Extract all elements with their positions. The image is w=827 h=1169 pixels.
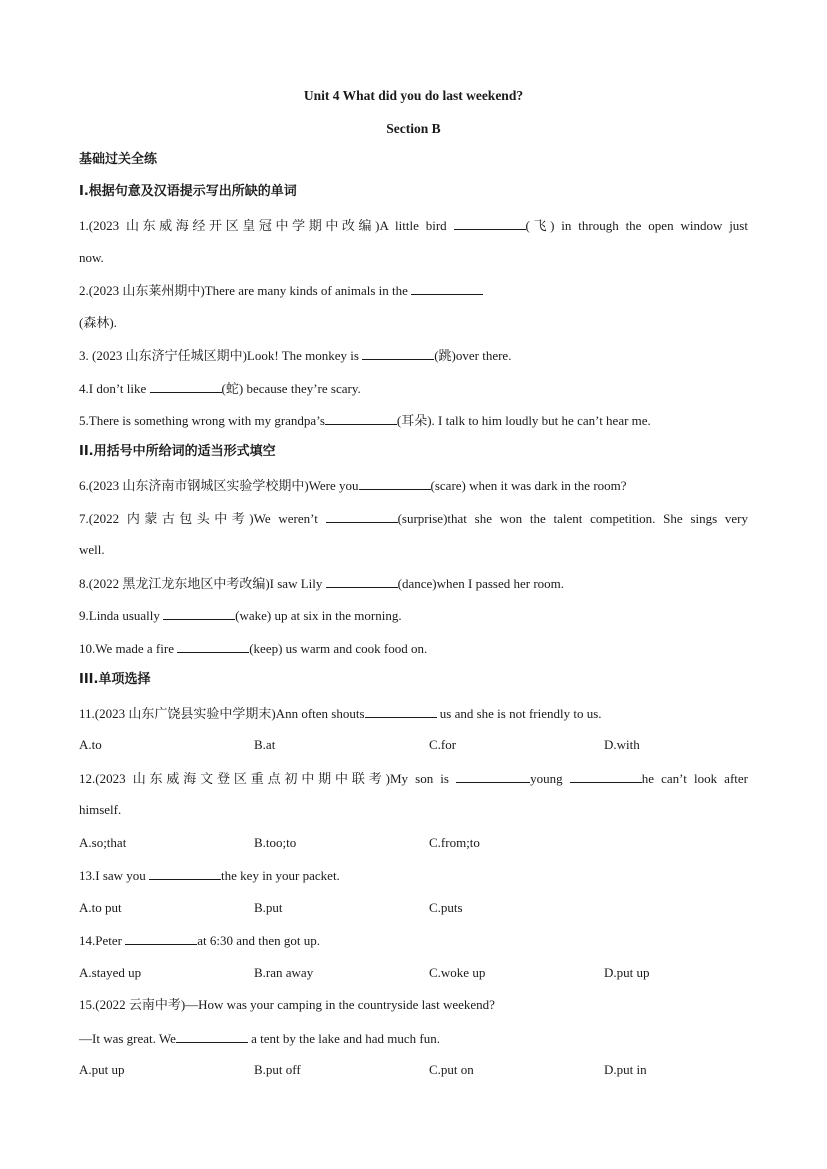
q9-text-a: 9.Linda usually: [79, 608, 164, 623]
q1-continuation: now.: [79, 250, 104, 265]
q10-text-a: 10.We made a fire: [79, 641, 178, 656]
question-3: [79, 347, 748, 364]
q3-text-b: (跳)over there.: [434, 348, 512, 363]
main-heading: 基础过关全练: [79, 152, 158, 167]
q3-blank[interactable]: [362, 347, 434, 360]
unit-title: Unit 4 What did you do last weekend?: [303, 88, 524, 103]
question-14: [79, 932, 748, 949]
q1-text-a: 1.(2023 山东威海经开区皇冠中学期中改编)A little bird: [79, 218, 454, 233]
q3-text-a: 3. (2023 山东济宁任城区期中)Look! The monkey is: [79, 348, 363, 363]
q8-text-b: (dance)when I passed her room.: [397, 576, 565, 591]
question-11: [79, 705, 748, 722]
q11-blank[interactable]: [365, 705, 437, 718]
q13-blank[interactable]: [149, 867, 221, 880]
q13-text-b: the key in your packet.: [221, 868, 340, 883]
question-15: 15.(2022 云南中考)—How was your camping in the countryside last weekend?: [79, 997, 495, 1012]
q12-option-b[interactable]: B.too;to: [254, 835, 297, 850]
question-6: [79, 477, 748, 494]
q7-text-b: (surprise)that she won the talent competition. She sings very: [397, 511, 748, 526]
q11-option-c[interactable]: C.for: [429, 737, 457, 752]
q15-option-a[interactable]: A.put up: [79, 1062, 125, 1077]
q15-option-d[interactable]: D.put in: [604, 1062, 647, 1077]
q10-blank[interactable]: [177, 640, 249, 653]
part3-heading: III.单项选择: [79, 672, 151, 687]
q4-text-a: 4.I don’t like: [79, 381, 150, 396]
question-5: [79, 412, 748, 429]
q2-blank[interactable]: [411, 282, 483, 295]
question-8: [79, 575, 748, 592]
q14-option-c[interactable]: C.woke up: [429, 965, 486, 980]
q11-option-d[interactable]: D.with: [604, 737, 640, 752]
question-1: [79, 217, 748, 234]
q14-text-a: 14.Peter: [79, 933, 126, 948]
question-7: [79, 510, 748, 527]
q11-text-a: 11.(2023 山东广饶县实验中学期末)Ann often shouts: [79, 706, 365, 721]
q1-text-b: (飞) in through the open window just: [525, 218, 748, 233]
q7-text-a: 7.(2022 内蒙古包头中考)We weren’t: [79, 511, 326, 526]
q1-blank[interactable]: [454, 217, 526, 230]
q5-text-a: 5.There is something wrong with my grandpa’s: [79, 413, 325, 428]
q15-option-c[interactable]: C.put on: [429, 1062, 474, 1077]
section-title: Section B: [386, 121, 441, 136]
q12-continuation: himself.: [79, 802, 122, 817]
q5-blank[interactable]: [325, 412, 397, 425]
q2-text-a: 2.(2023 山东莱州期中)There are many kinds of animals in the: [79, 283, 412, 298]
q15-text-b2: a tent by the lake and had much fun.: [247, 1031, 440, 1046]
q15-blank[interactable]: [176, 1030, 248, 1043]
q14-option-a[interactable]: A.stayed up: [79, 965, 142, 980]
q2-continuation: (森林).: [79, 315, 117, 330]
q4-blank[interactable]: [150, 380, 222, 393]
q6-text-b: (scare) when it was dark in the room?: [430, 478, 627, 493]
q13-option-b[interactable]: B.put: [254, 900, 283, 915]
q11-option-b[interactable]: B.at: [254, 737, 276, 752]
q13-option-c[interactable]: C.puts: [429, 900, 463, 915]
q9-blank[interactable]: [163, 607, 235, 620]
q11-option-a[interactable]: A.to: [79, 737, 102, 752]
q14-option-d[interactable]: D.put up: [604, 965, 650, 980]
q14-blank[interactable]: [125, 932, 197, 945]
q12-text-b: young: [530, 771, 570, 786]
part1-heading: I.根据句意及汉语提示写出所缺的单词: [79, 184, 297, 199]
q7-blank[interactable]: [326, 510, 398, 523]
q12-blank-2[interactable]: [570, 770, 642, 783]
q12-text-b2: he can’t look after: [641, 771, 748, 786]
q10-text-b: (keep) us warm and cook food on.: [249, 641, 428, 656]
q15-option-b[interactable]: B.put off: [254, 1062, 301, 1077]
q12-option-c[interactable]: C.from;to: [429, 835, 480, 850]
question-9: [79, 607, 748, 624]
q12-blank-1[interactable]: [456, 770, 530, 783]
q14-option-b[interactable]: B.ran away: [254, 965, 314, 980]
part2-heading: II.用括号中所给词的适当形式填空: [79, 444, 276, 459]
q6-blank[interactable]: [359, 477, 431, 490]
q8-blank[interactable]: [326, 575, 398, 588]
q5-text-b: (耳朵). I talk to him loudly but he can’t hear me.: [396, 413, 651, 428]
q15-dialogue: [79, 1030, 748, 1047]
q12-option-a[interactable]: A.so;that: [79, 835, 127, 850]
question-12: [79, 770, 748, 787]
question-2: [79, 282, 748, 299]
question-4: [79, 380, 748, 397]
q4-text-b: (蛇) because they’re scary.: [221, 381, 361, 396]
q8-text-a: 8.(2022 黑龙江龙东地区中考改编)I saw Lily: [79, 576, 326, 591]
question-10: [79, 640, 748, 657]
q15-text-b1: —It was great. We: [79, 1031, 176, 1046]
q13-option-a[interactable]: A.to put: [79, 900, 122, 915]
q11-text-b: us and she is not friendly to us.: [436, 706, 602, 721]
question-13: [79, 867, 748, 884]
q13-text-a: 13.I saw you: [79, 868, 150, 883]
q7-continuation: well.: [79, 542, 105, 557]
q14-text-b: at 6:30 and then got up.: [197, 933, 320, 948]
q6-text-a: 6.(2023 山东济南市钢城区实验学校期中)Were you: [79, 478, 359, 493]
q9-text-b: (wake) up at six in the morning.: [235, 608, 402, 623]
q12-text-a: 12.(2023 山东威海文登区重点初中期中联考)My son is: [79, 771, 457, 786]
